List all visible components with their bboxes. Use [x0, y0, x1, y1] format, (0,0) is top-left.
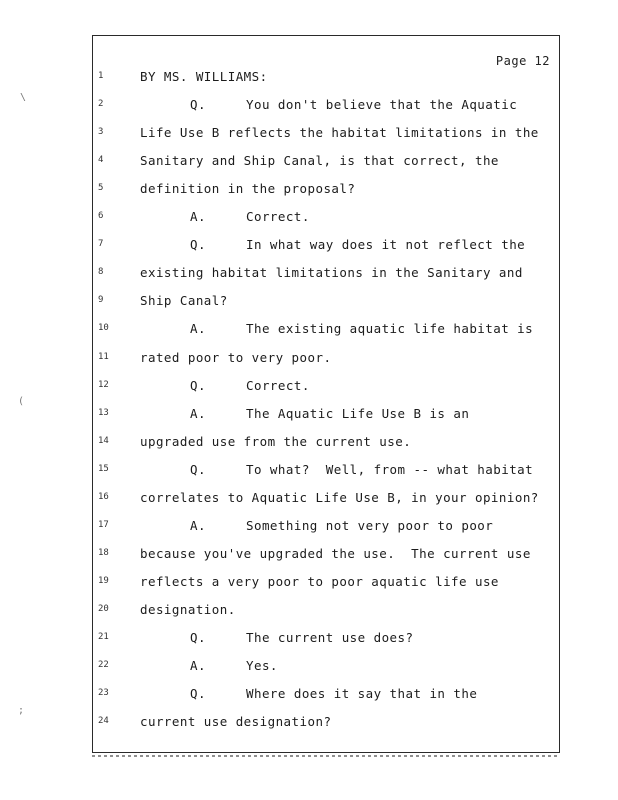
transcript-line: [92, 402, 562, 424]
line-text: correlates to Aquatic Life Use B, in your opinion?: [140, 489, 539, 505]
transcript-line: [92, 430, 562, 452]
speaker-label: A.: [190, 321, 206, 337]
line-number: 4: [98, 155, 104, 166]
line-text: Correct.: [246, 377, 310, 393]
transcript-line: [92, 682, 562, 704]
line-number: 14: [98, 435, 109, 446]
margin-scan-mark: ;: [18, 705, 25, 716]
transcript-line: [92, 121, 562, 143]
line-number: 1: [98, 71, 104, 81]
transcript-line: [92, 177, 562, 199]
speaker-label: A.: [190, 517, 206, 533]
line-number: 10: [98, 323, 109, 334]
line-text: Sanitary and Ship Canal, is that correct, the: [140, 153, 499, 169]
line-number: 20: [98, 603, 109, 614]
transcript-line: [92, 233, 562, 255]
line-text: existing habitat limitations in the Sanitary and: [140, 265, 523, 281]
speaker-label: A.: [190, 405, 206, 421]
line-number: 2: [98, 99, 104, 110]
line-text: You don't believe that the Aquatic: [246, 97, 518, 113]
line-number: 6: [98, 211, 104, 222]
transcript-line: [92, 65, 562, 87]
transcript-line: [92, 710, 562, 732]
line-number: 5: [98, 183, 104, 194]
line-text: rated poor to very poor.: [140, 349, 332, 365]
line-text: Ship Canal?: [140, 293, 228, 309]
transcript-line: [92, 626, 562, 648]
transcript-line: [92, 514, 562, 536]
line-text: The current use does?: [246, 630, 414, 645]
transcript-line: [92, 598, 562, 620]
line-text: The Aquatic Life Use B is an: [246, 405, 470, 421]
speaker-label: A.: [190, 658, 206, 674]
line-text: BY MS. WILLIAMS:: [140, 69, 268, 84]
line-text: The existing aquatic life habitat is: [246, 321, 534, 337]
speaker-label: A.: [190, 209, 206, 225]
line-text: Where does it say that in the: [246, 686, 478, 702]
transcript-line: [92, 346, 562, 368]
transcript-line: [92, 486, 562, 508]
transcript-line: [92, 317, 562, 339]
speaker-label: Q.: [190, 237, 206, 253]
speaker-label: Q.: [190, 686, 206, 702]
line-text: reflects a very poor to poor aquatic life use: [140, 573, 499, 589]
margin-scan-mark: (: [18, 396, 25, 407]
line-number: 22: [98, 660, 109, 671]
line-text: Something not very poor to poor: [246, 517, 494, 533]
line-number: 24: [98, 716, 109, 727]
line-text: Yes.: [246, 658, 278, 674]
line-text: Life Use B reflects the habitat limitations in the: [140, 125, 539, 141]
transcript-line: [92, 205, 562, 227]
transcript-line: [92, 458, 562, 480]
transcript-line: [92, 570, 562, 592]
transcript-line: [92, 93, 562, 115]
line-number: 17: [98, 519, 109, 530]
line-text: current use designation?: [140, 714, 332, 730]
line-number: 11: [98, 351, 109, 362]
line-number: 7: [98, 239, 104, 250]
transcript-line: [92, 149, 562, 171]
transcript-line: [92, 654, 562, 676]
line-number: 13: [98, 407, 109, 418]
line-text: upgraded use from the current use.: [140, 433, 412, 449]
line-number: 9: [98, 295, 104, 306]
line-number: 12: [98, 379, 109, 390]
line-number: 16: [98, 491, 109, 502]
transcript-line: [92, 261, 562, 283]
transcript-line: [92, 542, 562, 564]
line-text: because you've upgraded the use. The current use: [140, 545, 531, 561]
line-number: 23: [98, 688, 109, 699]
transcript-line: [92, 289, 562, 311]
line-number: 19: [98, 575, 109, 586]
line-text: To what? Well, from -- what habitat: [246, 461, 534, 477]
margin-scan-mark: \: [20, 92, 27, 103]
page-number: Page 12: [495, 54, 550, 68]
line-number: 21: [98, 632, 109, 642]
line-text: definition in the proposal?: [140, 181, 356, 197]
line-number: 18: [98, 547, 109, 558]
line-number: 15: [98, 463, 109, 474]
transcript-line: [92, 374, 562, 396]
speaker-label: Q.: [190, 630, 206, 645]
speaker-label: Q.: [190, 461, 206, 477]
speaker-label: Q.: [190, 97, 206, 113]
line-text: In what way does it not reflect the: [246, 237, 526, 253]
line-text: designation.: [140, 601, 236, 617]
speaker-label: Q.: [190, 377, 206, 393]
line-number: 8: [98, 267, 104, 278]
line-number: 3: [98, 127, 104, 138]
line-text: Correct.: [246, 209, 310, 225]
